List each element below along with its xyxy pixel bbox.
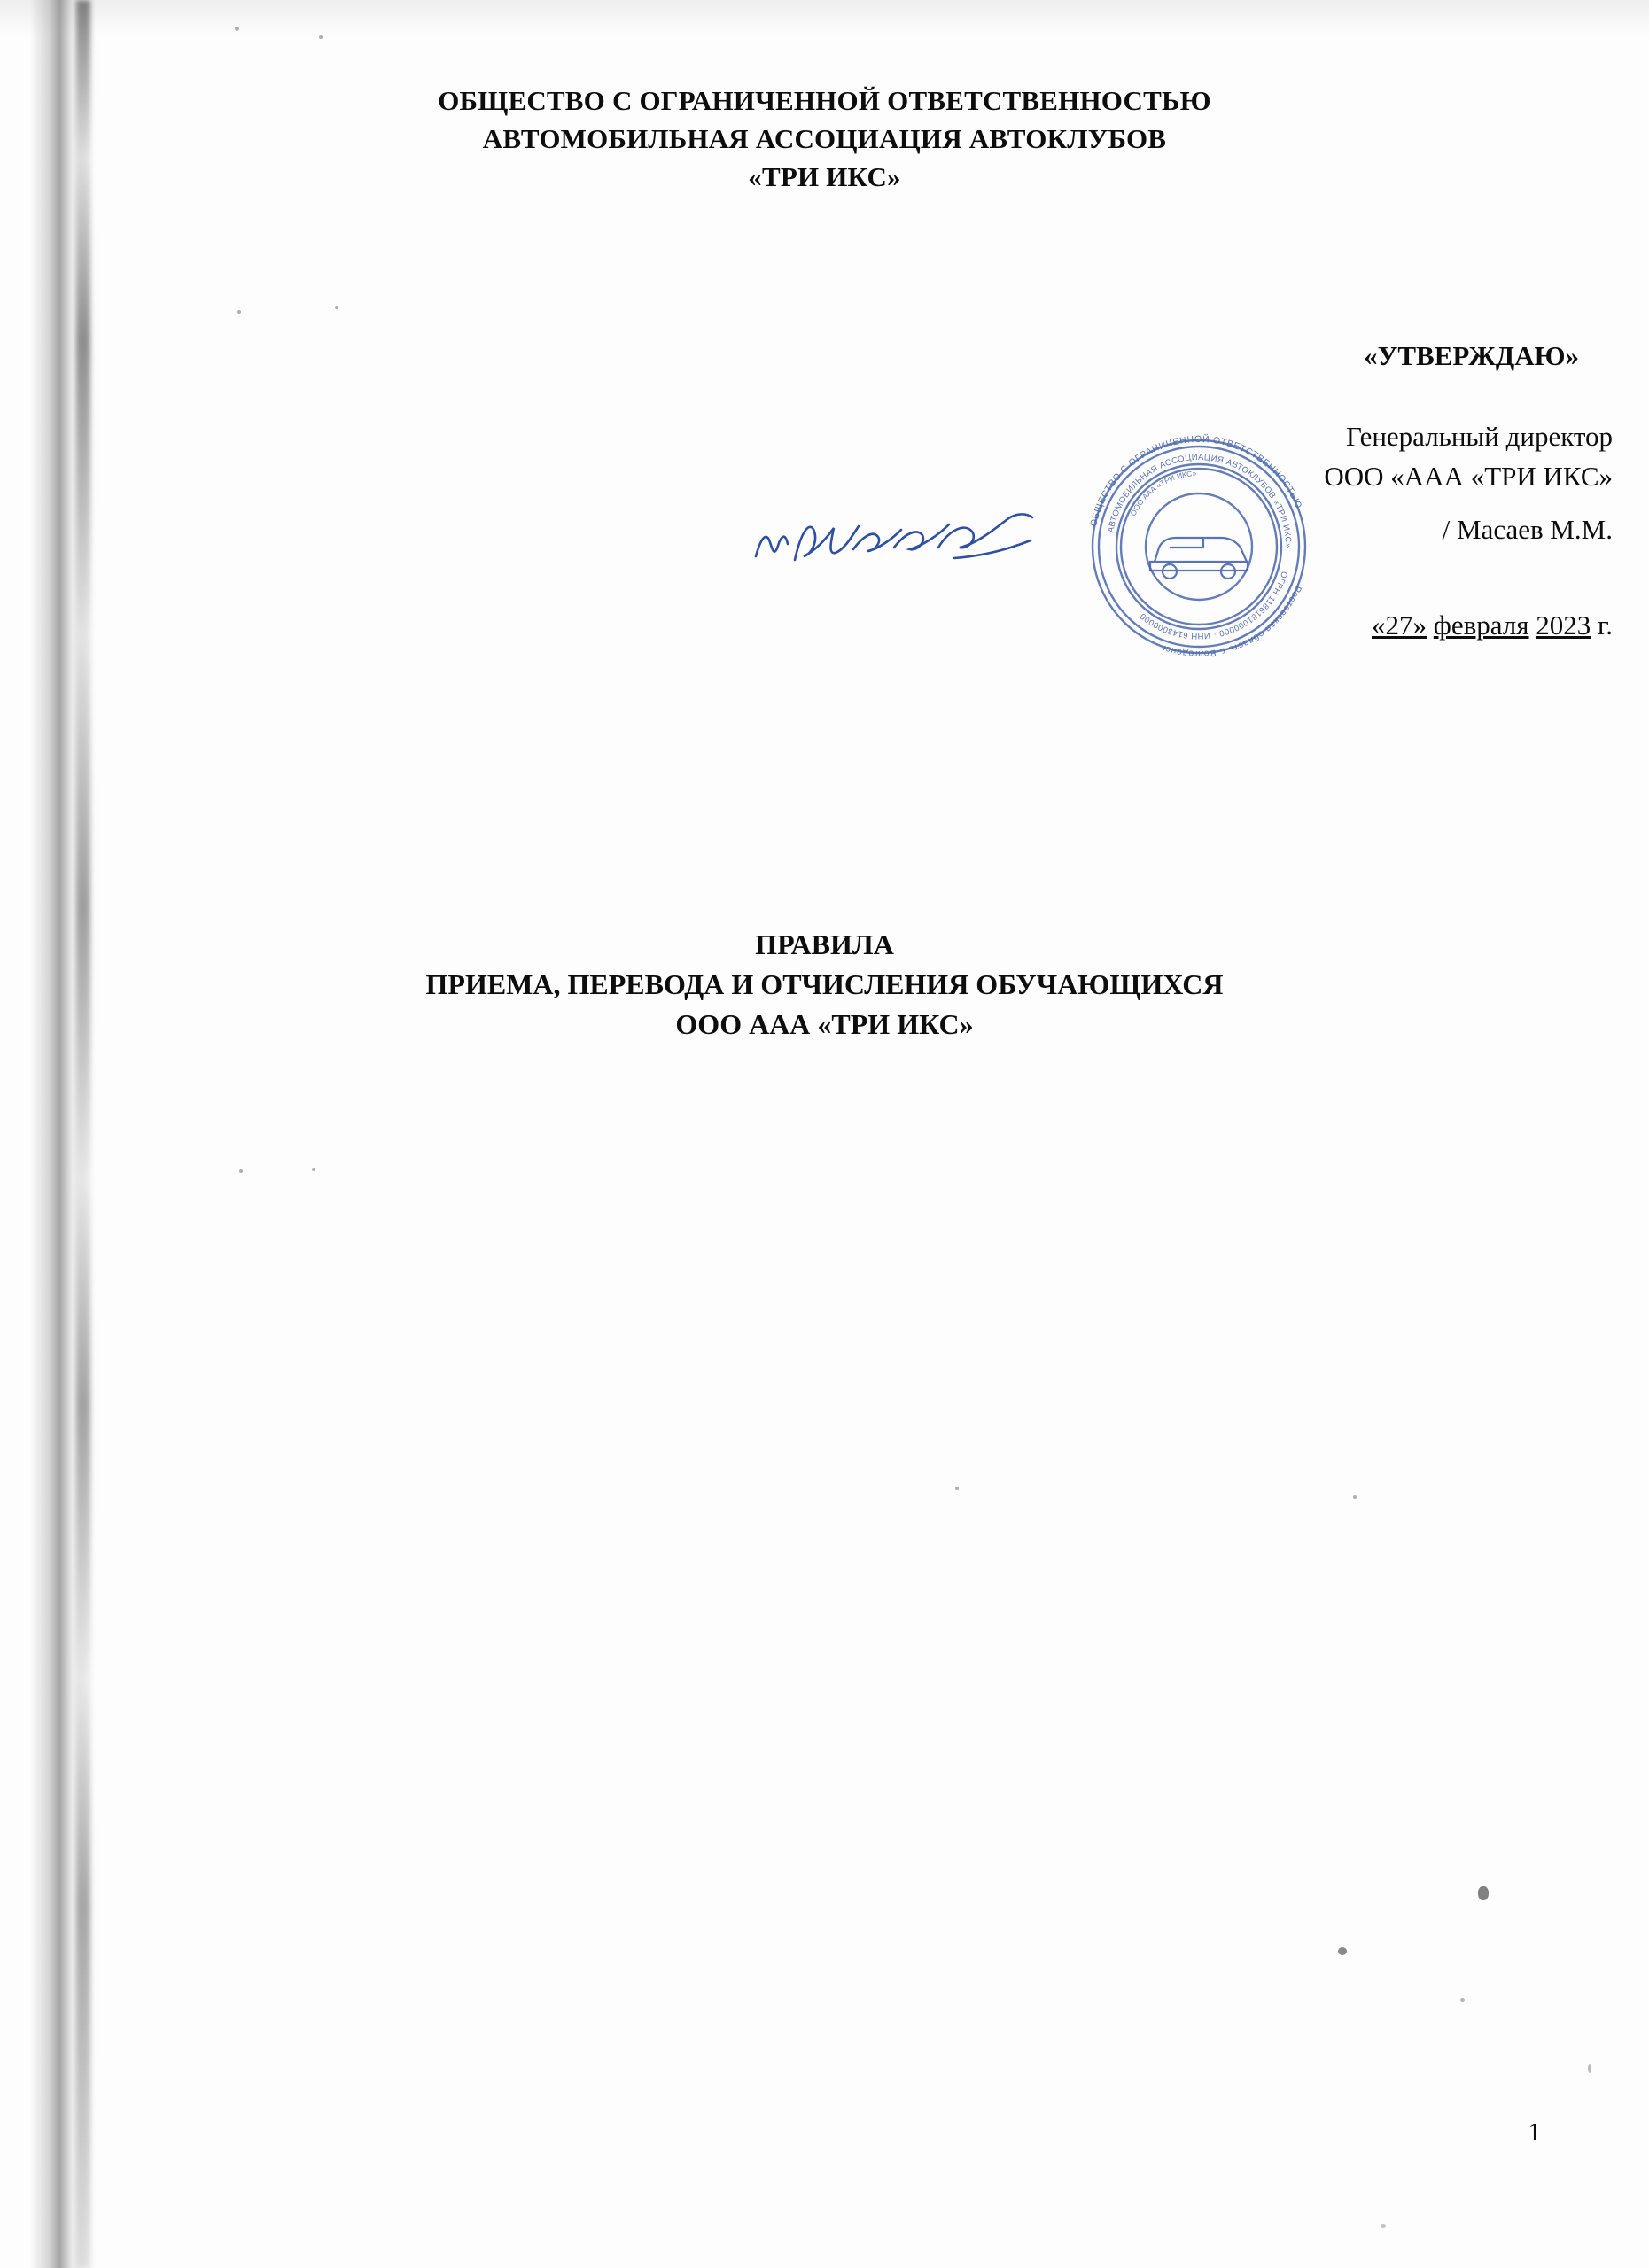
organization-title bbox=[0, 82, 1649, 196]
approval-date-day: «27» bbox=[1372, 610, 1427, 641]
approval-position-line-2: ООО «ААА «ТРИ ИКС» bbox=[1324, 461, 1613, 492]
scan-speck bbox=[239, 1169, 243, 1173]
svg-text:ОГРН 1186181000000 · ИНН 61430: ОГРН 1186181000000 · ИНН 6143000000 bbox=[1138, 570, 1289, 641]
scan-speck bbox=[1460, 1998, 1465, 2002]
scan-left-streak bbox=[76, 0, 90, 2268]
scan-top-shadow bbox=[0, 0, 1649, 35]
approval-date-suffix: г. bbox=[1598, 610, 1613, 641]
scan-speck bbox=[1338, 1947, 1347, 1955]
approval-position-line-1: Генеральный директор bbox=[1346, 421, 1613, 452]
scan-speck bbox=[1381, 2224, 1386, 2228]
scan-speck bbox=[955, 1487, 959, 1490]
document-title-line-3: ООО ААА «ТРИ ИКС» bbox=[675, 1008, 974, 1040]
handwritten-signature bbox=[749, 505, 1041, 585]
approval-date-month: февраля bbox=[1433, 610, 1529, 641]
page-number: 1 bbox=[1528, 2118, 1541, 2147]
svg-text:ОБЩЕСТВО С ОГРАНИЧЕННОЙ ОТВЕТС: ОБЩЕСТВО С ОГРАНИЧЕННОЙ ОТВЕТСТВЕННОСТЬЮ bbox=[1088, 433, 1304, 528]
scan-speck bbox=[237, 310, 241, 314]
org-title-line-3: «ТРИ ИКС» bbox=[748, 161, 901, 192]
svg-text:Ростовская область г. Волгодон: Ростовская область г. Волгодонск bbox=[1159, 584, 1304, 660]
document-title bbox=[0, 925, 1649, 1045]
approval-word: «УТВЕРЖДАЮ» bbox=[1364, 340, 1579, 371]
svg-text:АВТОМОБИЛЬНАЯ АССОЦИАЦИЯ АВТОК: АВТОМОБИЛЬНАЯ АССОЦИАЦИЯ АВТОКЛУБОВ «ТРИ ИКС» bbox=[1106, 452, 1294, 548]
scan-speck bbox=[335, 306, 338, 309]
svg-text:ООО ААА «ТРИ ИКС»: ООО ААА «ТРИ ИКС» bbox=[1128, 469, 1197, 517]
scan-left-shadow bbox=[0, 0, 106, 2268]
scan-speck bbox=[312, 1168, 315, 1171]
scan-speck bbox=[319, 35, 323, 39]
scan-speck bbox=[235, 27, 239, 31]
document-title-line-2: ПРИЕМА, ПЕРЕВОДА И ОТЧИСЛЕНИЯ ОБУЧАЮЩИХСЯ bbox=[425, 968, 1224, 1000]
org-title-line-2: АВТОМОБИЛЬНАЯ АССОЦИАЦИЯ АВТОКЛУБОВ bbox=[482, 123, 1167, 154]
approval-date-year: 2023 bbox=[1536, 610, 1591, 641]
approval-signature-name: / Масаев М.М. bbox=[1442, 514, 1613, 545]
approval-block bbox=[1046, 337, 1613, 376]
scan-speck bbox=[1478, 1886, 1489, 1900]
scan-speck bbox=[1353, 1495, 1357, 1499]
org-title-line-1: ОБЩЕСТВО С ОГРАНИЧЕННОЙ ОТВЕТСТВЕННОСТЬЮ bbox=[438, 85, 1211, 116]
approval-date bbox=[1046, 610, 1639, 641]
document-title-line-1: ПРАВИЛА bbox=[755, 928, 894, 960]
scan-speck bbox=[1588, 2064, 1591, 2073]
approval-position bbox=[1046, 416, 1629, 496]
